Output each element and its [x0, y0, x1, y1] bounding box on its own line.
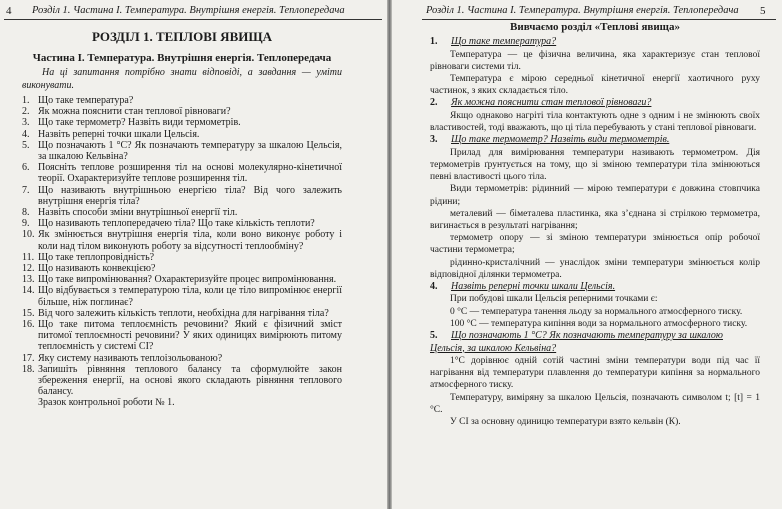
question-number: 11. — [22, 251, 35, 263]
section-number: 1. — [430, 36, 438, 47]
question-text: Що позначають 1 °С? Як позначають температуру за шкалою Цельсія, за шкалою Кельвіна? — [38, 139, 342, 163]
right-page — [392, 0, 782, 509]
question-number: 9. — [22, 218, 30, 230]
question-item — [22, 117, 342, 128]
question-item — [22, 263, 342, 274]
question-number: 18. — [22, 363, 35, 375]
answer-section — [430, 36, 760, 97]
section-question-text: Що таке термометр? Назвіть види термометрів. — [451, 134, 670, 146]
answer-section — [430, 330, 760, 428]
question-item — [22, 229, 342, 251]
answer-paragraph: Температуру, виміряну за шкалою Цельсія, позначають символом t; [t] = 1 °С. — [430, 392, 760, 415]
question-text: Від чого залежить кількість теплоти, необхідна для нагрівання тіла? — [38, 307, 329, 319]
question-list — [22, 95, 342, 397]
question-text: Що таке теплопровідність? — [38, 251, 155, 263]
question-text: Що називають конвекцією? — [38, 263, 156, 275]
question-text: Назвіть реперні точки шкали Цельсія. — [38, 128, 200, 140]
answer-paragraph: У СІ за основну одиницю температури взято кельвін (К). — [450, 417, 681, 428]
question-number: 12. — [22, 263, 35, 275]
question-item — [22, 185, 342, 207]
question-item — [22, 274, 342, 285]
question-text: Що відбувається з температурою тіла, коли це тіло випромінює енергії більше, ніж поглинає? — [38, 285, 342, 308]
question-item — [22, 218, 342, 229]
question-text: Як змінюється внутрішня енергія тіла, коли воно виконує роботу і коли над тілом виконують роботу за відсутності теплообміну? — [38, 229, 342, 252]
header-rule — [422, 19, 776, 20]
left-page — [0, 0, 387, 509]
question-item — [22, 162, 342, 184]
question-text: Що таке температура? — [38, 95, 134, 106]
question-text: Яку систему називають теплоізольованою? — [38, 352, 223, 364]
answer-paragraph: 100 °С — температура кипіння води за нормального атмосферного тиску. — [450, 318, 748, 329]
question-text: Запишіть рівняння теплового балансу та сформулюйте закон збереження енергії, на основі якого складають рівняння теплового балансу. — [38, 363, 342, 398]
section-question — [430, 281, 760, 294]
question-number: 1. — [22, 95, 30, 106]
question-text: Що таке питома теплоємність речовини? Який є фізичний зміст питомої теплоємності речовини? У яких одиницях вимірюють питому теплоємність у системі СІ? — [38, 319, 342, 353]
section-question — [430, 36, 760, 49]
left-column — [22, 26, 342, 409]
running-header: Розділ 1. Частина І. Температура. Внутрішня енергія. Теплопередача — [32, 5, 345, 16]
question-item — [22, 319, 342, 353]
answer-section — [430, 97, 760, 134]
chapter-title: РОЗДІЛ 1. ТЕПЛОВІ ЯВИЩА — [91, 29, 273, 44]
answer-paragraph: металевий — біметалева пластинка, яка з’єднана зі стрілкою термометра, вигинається в результаті нагрівання; — [430, 208, 760, 231]
question-number: 5. — [22, 139, 30, 151]
answer-paragraph: 0 °С — температура танення льоду за нормального атмосферного тиску. — [450, 306, 743, 317]
question-item — [22, 252, 342, 263]
section-title: Вивчаємо розділ «Теплові явища» — [510, 21, 680, 33]
answer-paragraph: Температура є мірою середньої кінетичної енергії хаотичного руху частинок, з яких складається тіло. — [430, 73, 760, 97]
question-number: 13. — [22, 274, 35, 286]
section-question — [430, 330, 760, 355]
header-rule — [4, 19, 382, 20]
page-number: 5 — [760, 5, 766, 17]
question-number: 10. — [22, 229, 35, 241]
question-item — [22, 106, 342, 117]
section-question — [430, 134, 760, 147]
section-number: 4. — [430, 280, 438, 292]
intro-text: На ці запитання потрібно знати відповіді, а завдання — уміти виконувати. — [22, 67, 342, 91]
question-text: Що таке випромінювання? Охарактеризуйте процес випромінювання. — [38, 274, 337, 286]
question-item — [22, 207, 342, 218]
answer-paragraph: 1°С дорівнює одній сотій частині зміни температури води під час її нагрівання від температури плавлення до температури кипіння за нормального атмосферного тиску. — [430, 356, 760, 391]
question-item — [22, 129, 342, 140]
question-number: 2. — [22, 106, 30, 118]
question-text: Що називають внутрішньою енергією тіла? Від чого залежить внутрішня енергія тіла? — [38, 184, 342, 207]
question-number: 15. — [22, 307, 35, 319]
section-number: 3. — [430, 134, 438, 146]
section-question — [430, 97, 760, 110]
section-number: 5. — [430, 330, 438, 342]
question-number: 16. — [22, 319, 35, 331]
answer-paragraph: Види термометрів: рідинний — мірою температури є довжина стовпчика рідини; — [430, 184, 760, 207]
answer-paragraph: термометр опору — зі зміною температури змінюється опір робочої частини термометра; — [430, 233, 760, 256]
answer-section — [430, 134, 760, 281]
answer-paragraph: рідинно-кристалічний — унаслідок зміни температури змінюється колір відповідної ділянки термометра. — [430, 257, 760, 280]
question-text: Поясніть теплове розширення тіл на основі молекулярно-кінетичної теорії. Охарактеризуйте теплове розширення тіл. — [38, 162, 342, 185]
question-text: Що називають теплопередачею тіла? Що таке кількість теплоти? — [38, 218, 315, 230]
question-item — [22, 140, 342, 162]
question-item — [22, 308, 342, 319]
question-item — [22, 353, 342, 364]
question-text: Як можна пояснити стан теплової рівноваги? — [38, 106, 231, 118]
right-column — [430, 21, 760, 428]
section-number: 2. — [430, 97, 438, 109]
question-number: 17. — [22, 352, 35, 364]
question-number: 8. — [22, 207, 30, 219]
answer-sections — [430, 36, 760, 428]
section-question-text: Що позначають 1 °С? Як позначають температуру за шкалою Цельсія, за шкалою Кельвіна? — [430, 330, 723, 354]
question-item — [22, 364, 342, 398]
page-number: 4 — [6, 5, 12, 17]
closing-text: Зразок контрольної роботи № 1. — [38, 397, 175, 409]
answer-paragraph: Прилад для вимірювання температури називають термометром. Дія термометрів ґрунтується на тому, що зі зміною температури тіла змінюються певні властивості цього тіла. — [430, 147, 760, 183]
question-number: 3. — [22, 117, 30, 129]
section-question-text: Назвіть реперні точки шкали Цельсія. — [451, 280, 616, 292]
answer-paragraph: Температура — це фізична величина, яка характеризує стан теплової рівноваги системи тіл. — [430, 49, 760, 72]
question-text: Назвіть способи зміни внутрішньої енергії тіл. — [38, 207, 238, 219]
answer-paragraph: При побудові шкали Цельсія реперними точками є: — [450, 294, 658, 305]
question-number: 4. — [22, 128, 30, 140]
question-item — [22, 285, 342, 307]
answer-paragraph: Якщо однаково нагріті тіла контактують одне з одним і не змінюють своїх властивостей, тоді вважають, що ці тіла перебувають у стані теплової рівноваги. — [430, 110, 760, 134]
section-question-text: Що таке температура? — [451, 36, 557, 47]
question-number: 6. — [22, 162, 30, 174]
question-item — [22, 95, 342, 106]
section-question-text: Як можна пояснити стан теплової рівноваги? — [451, 97, 652, 109]
part-title: Частина І. Температура. Внутрішня енергія. Теплопередача — [32, 52, 332, 64]
question-number: 14. — [22, 285, 35, 297]
question-number: 7. — [22, 184, 30, 196]
running-header: Розділ 1. Частина І. Температура. Внутрішня енергія. Теплопередача — [426, 5, 739, 16]
answer-section — [430, 281, 760, 330]
question-text: Що таке термометр? Назвіть види термометрів. — [38, 117, 241, 129]
